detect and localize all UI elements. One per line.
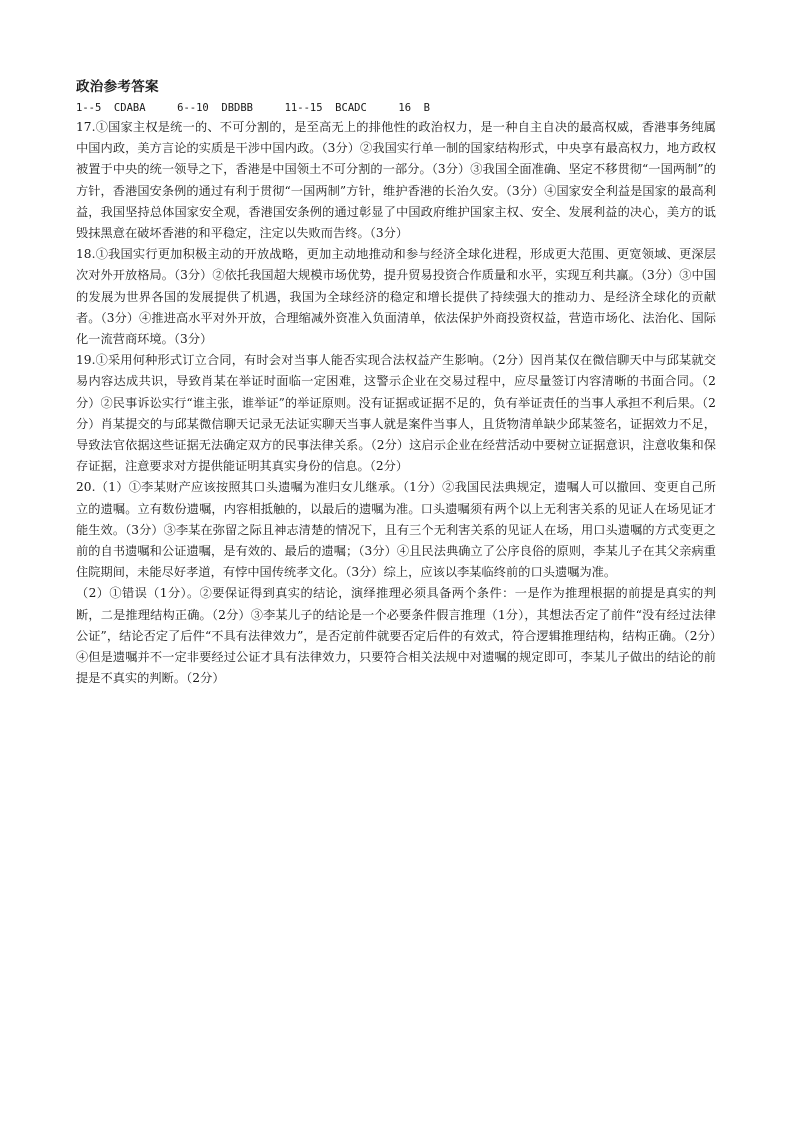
document-title: 政治参考答案	[76, 79, 159, 95]
answer-19: 19.①采用何种形式订立合同，有时会对当事人能否实现合法权益产生影响。（2分）因肖某仅在微信聊天中与邱某就交易内容达成共识，导致肖某在举证时面临一定困难，这警示企业在交易过程中，应尽量签订内容清晰的书面合同。（2分）②民事诉讼实行“谁主张，谁举证”的举证原则。没有证据或证据不足的，负有举证责任的当事人承担不利后果。（2分）肖某提交的与邱某微信聊天记录无法证实聊天当事人就是案件当事人，且货物清单缺少邱某签名，证据效力不足，导致法官依据这些证据无法确定双方的民事法律关系。（2分）这启示企业在经营活动中要树立证据意识，注意收集和保存证据，注意要求对方提供能证明其真实身份的信息。（2分）	[76, 353, 716, 474]
answer-18: 18.①我国实行更加积极主动的开放战略，更加主动地推动和参与经济全球化进程，形成更大范围、更宽领域、更深层次对外开放格局。（3分）②依托我国超大规模市场优势，提升贸易投资合作质量和水平，实现互利共赢。（3分）③中国的发展为世界各国的发展提供了机遇，我国为全球经济的稳定和增长提供了持续强大的推动力、是经济全球化的贡献者。（3分）④推进高水平对外开放，合理缩减外资准入负面清单，依法保护外商投资权益，营造市场化、法治化、国际化一流营商环境。（3分）	[76, 247, 716, 347]
answer-20-part-2: （2）①错误（1分）。②要保证得到真实的结论，演绎推理必须具备两个条件：一是作为推理根据的前提是真实的判断，二是推理结构正确。（2分）③李某儿子的结论是一个必要条件假言推理（1分），其想法否定了前件“没有经过法律公证”，结论否定了后件“不具有法律效力”，是否定前件就要否定后件的有效式，符合逻辑推理结构，结构正确。（2分）④但是遗嘱并不一定非要经过公证才具有法律效力，只要符合相关法规中对遗嘱的规定即可，李某儿子做出的结论的前提是不真实的判断。（2分）	[76, 586, 716, 686]
multiple-choice-answers: 1--5 CDABA 6--10 DBDBB 11--15 BCADC 16 B	[76, 102, 431, 114]
answer-17: 17.①国家主权是统一的、不可分割的，是至高无上的排他性的政治权力，是一种自主自决的最高权威，香港事务纯属中国内政，美方言论的实质是干涉中国内政。（3分）②我国实行单一制的国家结构形式，中央享有最高权力，地方政权被置于中央的统一领导之下，香港是中国领土不可分割的一部分。（3分）③我国全面准确、坚定不移贯彻“一国两制”的方针，香港国安条例的通过有利于贯彻“一国两制”方针，维护香港的长治久安。（3分）④国家安全利益是国家的最高利益，我国坚持总体国家安全观，香港国安条例的通过彰显了中国政府维护国家主权、安全、发展利益的决心，美方的诋毁抹黑意在破坏香港的和平稳定，注定以失败而告终。（3分）	[76, 120, 716, 241]
answer-20-part-1: 20.（1）①李某财产应该按照其口头遗嘱为准归女儿继承。（1分）②我国民法典规定，遗嘱人可以撤回、变更自己所立的遗嘱。立有数份遗嘱，内容相抵触的，以最后的遗嘱为准。口头遗嘱须有两个以上无利害关系的见证人在场见证才能生效。（3分）③李某在弥留之际且神志清楚的情况下，且有三个无利害关系的见证人在场，用口头遗嘱的方式变更之前的自书遗嘱和公证遗嘱，是有效的、最后的遗嘱；（3分）④且民法典确立了公序良俗的原则，李某儿子在其父亲病重住院期间，未能尽好孝道，有悖中国传统孝文化。（3分）综上，应该以李某临终前的口头遗嘱为准。	[76, 480, 716, 580]
answer-sheet	[76, 78, 716, 689]
